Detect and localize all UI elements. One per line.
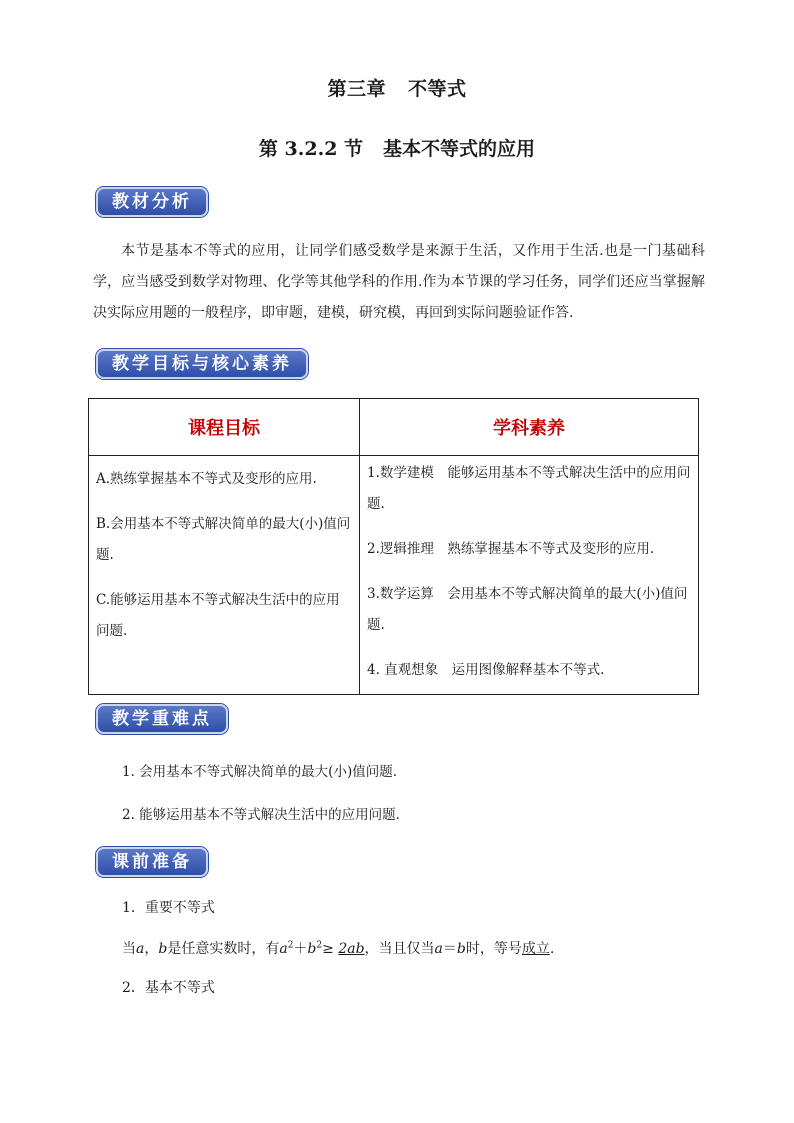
formula-answer: 2ab xyxy=(338,941,365,957)
chapter-number: 第三章 xyxy=(327,78,386,100)
keypoint-item: 2. 能够运用基本不等式解决生活中的应用问题. xyxy=(122,807,400,823)
formula-var: b xyxy=(456,941,466,957)
badge-keypoints: 教学重难点 xyxy=(96,704,228,734)
literacy-item: 3.数学运算 会用基本不等式解决简单的最大(小)值问题. xyxy=(367,586,688,633)
goals-table-header-row xyxy=(89,399,699,456)
goal-item: A.熟练掌握基本不等式及变形的应用. xyxy=(96,471,317,487)
formula-text: . xyxy=(549,941,555,957)
header-core-literacy: 学科素养 xyxy=(360,399,699,456)
goal-item: C.能够运用基本不等式解决生活中的应用问题. xyxy=(96,592,340,639)
formula-text: ，当且仅当 xyxy=(364,941,435,957)
formula-op: ＝ xyxy=(442,941,457,957)
section-number: 第 3.2.2 节 xyxy=(258,138,364,160)
chapter-heading xyxy=(0,74,794,101)
formula-op: ≥ xyxy=(322,941,334,957)
keypoint-item: 1. 会用基本不等式解决简单的最大(小)值问题. xyxy=(122,764,397,780)
literacy-item: 2.逻辑推理 熟练掌握基本不等式及变形的应用. xyxy=(367,541,655,557)
course-goals-cell xyxy=(89,456,360,695)
goals-table-body-row xyxy=(89,456,699,695)
chapter-title: 不等式 xyxy=(408,78,467,100)
section-heading xyxy=(0,134,794,161)
formula-exponent: 2 xyxy=(287,940,294,951)
header-course-goals: 课程目标 xyxy=(89,399,360,456)
section-title: 基本不等式的应用 xyxy=(383,138,536,160)
formula-var: a xyxy=(434,941,443,957)
formula-op: ＋ xyxy=(293,941,308,957)
formula-text: ， xyxy=(144,941,159,957)
formula-var: b xyxy=(158,941,168,957)
formula-text: 当 xyxy=(122,941,136,957)
formula-var: a xyxy=(279,941,288,957)
goal-item: B.会用基本不等式解决简单的最大(小)值问题. xyxy=(96,516,351,563)
goals-table xyxy=(88,398,699,695)
prep-formula-line xyxy=(122,938,554,958)
formula-var: a xyxy=(136,941,145,957)
analysis-paragraph: 本节是基本不等式的应用，让同学们感受数学是来源于生活，又作用于生活.也是一门基础科学，应当感受到数学对物理、化学等其他学科的作用.作为本节课的学习任务，同学们还应当掌握解决实际应用题的一般程序，即审题，建模，研究模，再回到实际问题验证作答. xyxy=(93,243,705,321)
prep-item-important-inequality: 1．重要不等式 xyxy=(122,900,215,916)
badge-prep: 课前准备 xyxy=(96,847,208,877)
literacy-item: 1.数学建模 能够运用基本不等式解决生活中的应用问题. xyxy=(367,465,691,512)
core-literacy-cell xyxy=(360,456,699,695)
formula-text: 时，等号 xyxy=(465,941,522,957)
badge-analysis: 教材分析 xyxy=(96,187,208,217)
formula-text: 是任意实数时，有 xyxy=(167,941,280,957)
prep-item-basic-inequality: 2．基本不等式 xyxy=(122,980,215,996)
literacy-item: 4. 直观想象 运用图像解释基本不等式. xyxy=(367,662,605,678)
formula-answer: 成立 xyxy=(521,941,550,957)
formula-exponent: 2 xyxy=(316,940,323,951)
formula-var: b xyxy=(307,941,317,957)
badge-goals: 教学目标与核心素养 xyxy=(96,349,308,379)
